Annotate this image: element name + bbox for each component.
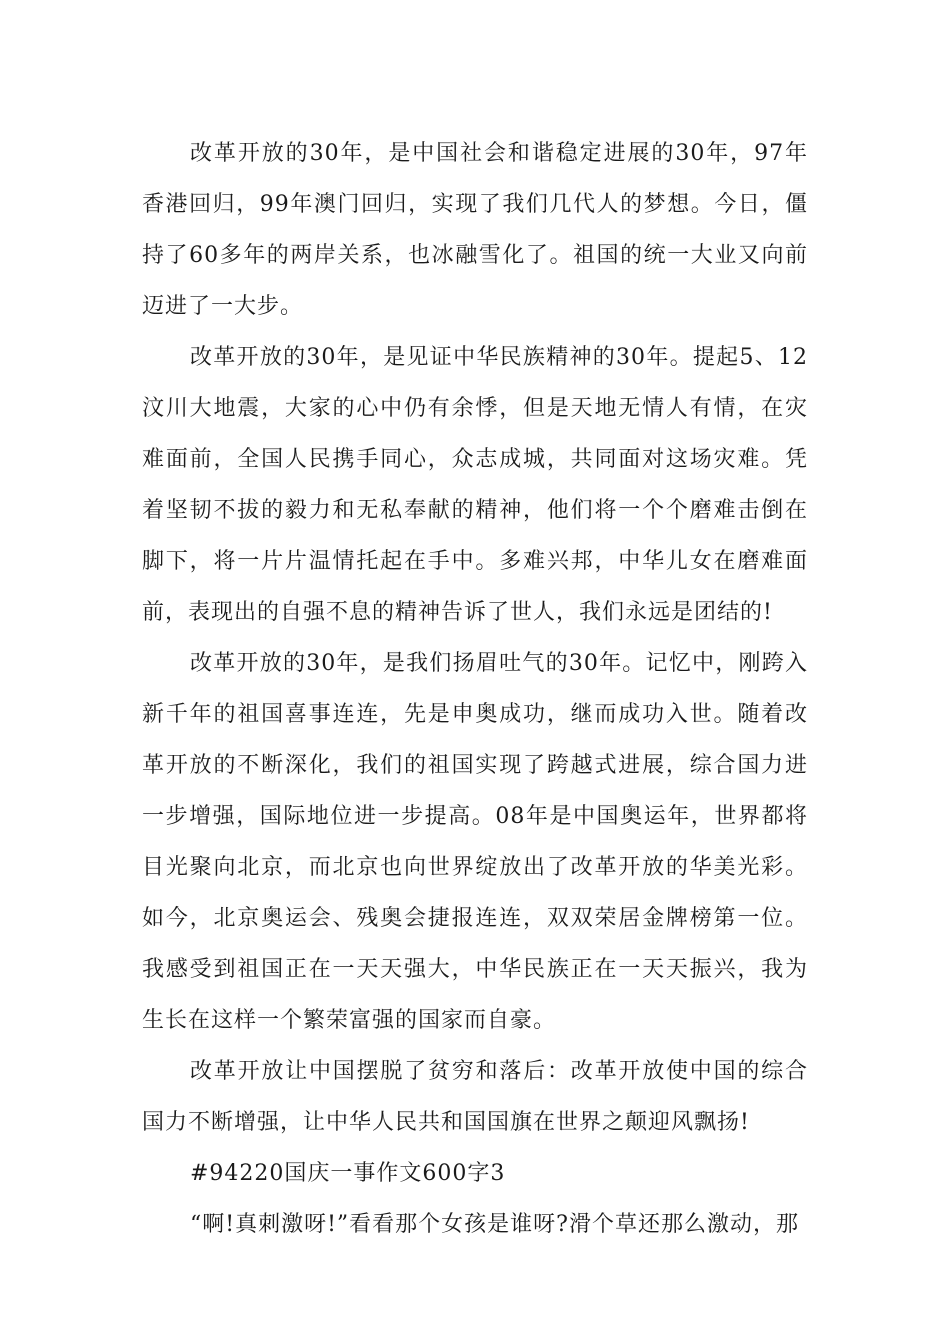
paragraph-conclusion: 改革开放让中国摆脱了贫穷和落后：改革开放使中国的综合国力不断增强，让中华人民共和国国旗在世界之颠迎风飘扬! — [142, 1059, 808, 1135]
paragraph-national-spirit: 改革开放的30年，是见证中华民族精神的30年。提起5、12汶川大地震，大家的心中仍有余悸，但是天地无情人有情，在灾难面前，全国人民携手同心，众志成城，共同面对这场灾难。凭着坚韧不拔的毅力和无私奉献的精神，他们将一个个磨难击倒在脚下，将一片片温情托起在手中。多难兴邦，中华儿女在磨难面前，表现出的自强不息的精神告诉了世人，我们永远是团结的! — [142, 345, 808, 625]
paragraph-olympics: 改革开放的30年，是我们扬眉吐气的30年。记忆中，刚跨入新千年的祖国喜事连连，先是申奥成功，继而成功入世。随着改革开放的不断深化，我们的祖国实现了跨越式进展，综合国力进一步增强，国际地位进一步提高。08年是中国奥运年，世界都将目光聚向北京，而北京也向世界绽放出了改革开放的华美光彩。如今，北京奥运会、残奥会捷报连连，双双荣居金牌榜第一位。我感受到祖国正在一天天强大，中华民族正在一天天振兴，我为生长在这样一个繁荣富强的国家而自豪。 — [142, 651, 808, 1033]
document-body — [142, 128, 808, 1250]
paragraph-grass-sliding: “啊!真刺激呀!”看看那个女孩是谁呀?滑个草还那么激动，那 — [190, 1212, 799, 1237]
essay-heading: #94220国庆一事作文600字3 — [190, 1161, 506, 1186]
paragraph-reform-harmony: 改革开放的30年，是中国社会和谐稳定进展的30年，97年香港回归，99年澳门回归，实现了我们几代人的梦想。今日，僵持了60多年的两岸关系，也冰融雪化了。祖国的统一大业又向前迈进了一大步。 — [142, 141, 808, 319]
